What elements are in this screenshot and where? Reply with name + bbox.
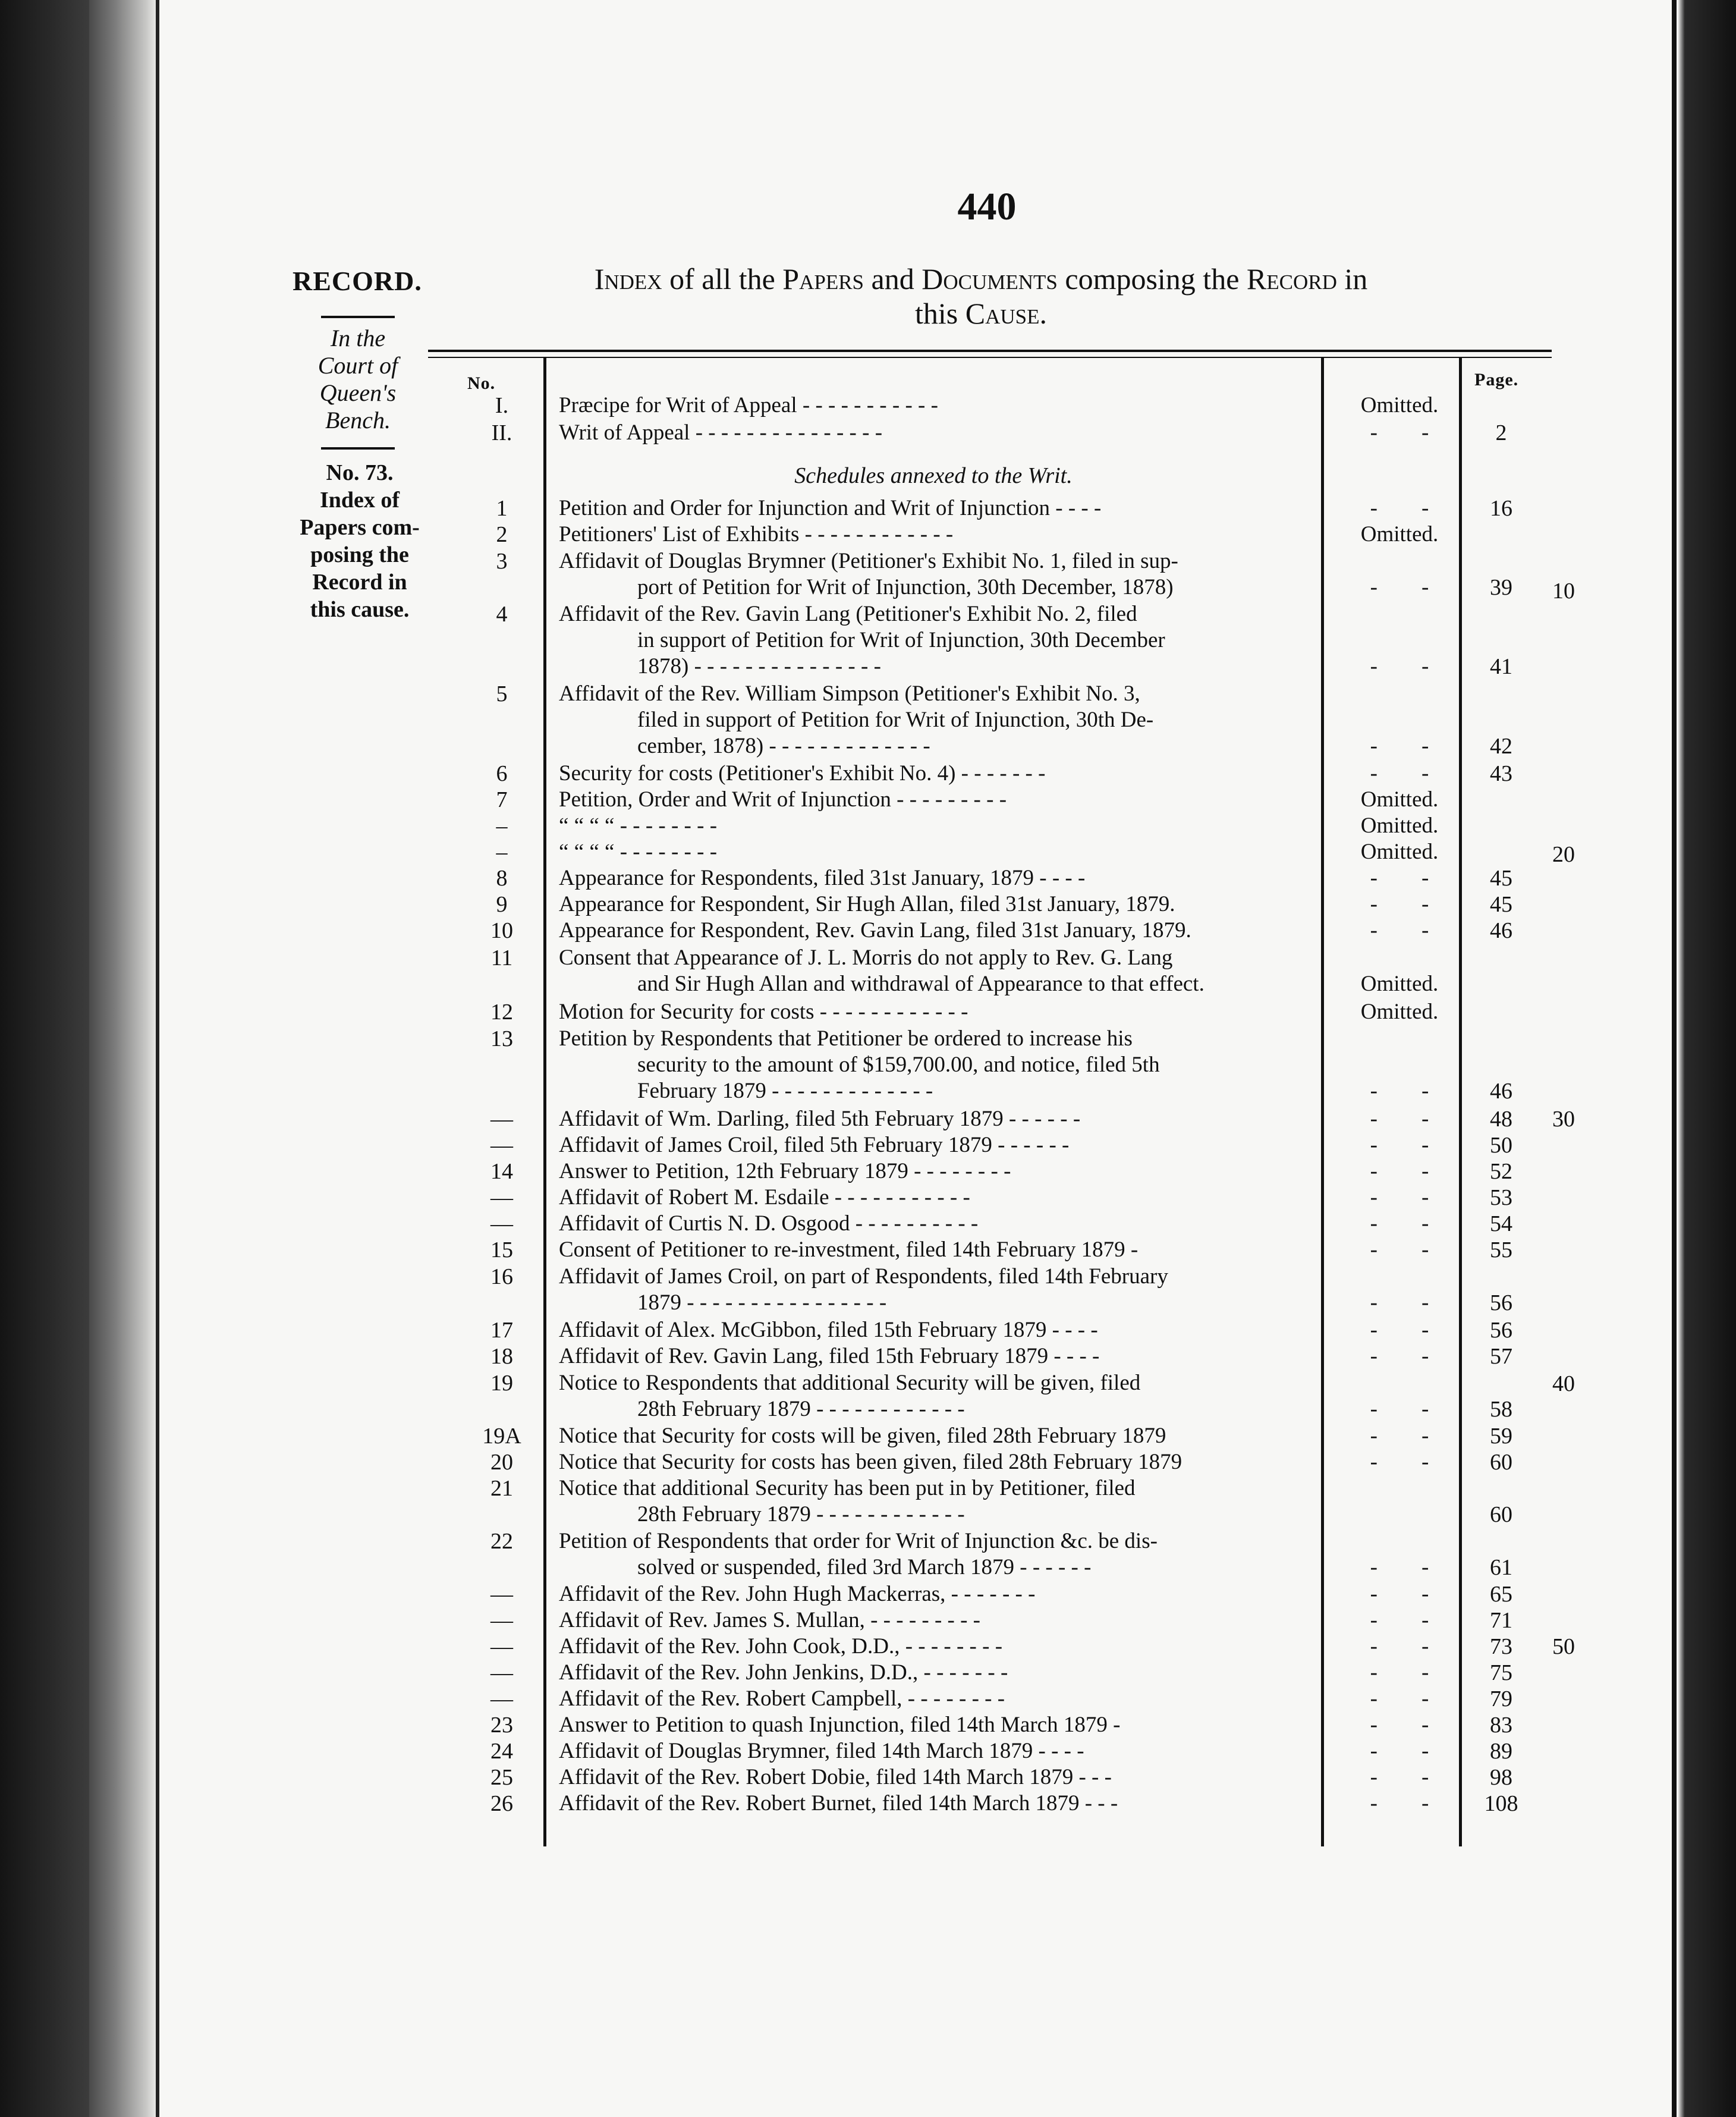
entry-status: - - [1370, 1791, 1429, 1816]
entry-number: — [490, 1133, 513, 1158]
title-line-2 [488, 296, 1474, 331]
entry-description-line: Petition, Order and Writ of Injunction - - - - - - - - - [559, 787, 1007, 812]
entry-status: - - [1370, 1133, 1429, 1157]
entry-status: - - [1370, 1237, 1429, 1262]
entry-description-line: Affidavit of Curtis N. D. Osgood - - - - - - - - - - [559, 1211, 979, 1236]
entry-number: — [490, 1608, 513, 1633]
entry-page-number: 89 [1490, 1739, 1512, 1764]
entry-number: 12 [490, 1000, 513, 1025]
entry-page-number: 50 [1490, 1133, 1512, 1158]
title-word: Documents [922, 262, 1058, 296]
right-margin-shadow [1678, 0, 1736, 2117]
margin-line-number: 50 [1552, 1634, 1575, 1659]
entry-page-number: 39 [1490, 575, 1512, 600]
entry-status: Omitted. [1360, 522, 1439, 546]
entry-description-line: Affidavit of Douglas Brymner (Petitioner's Exhibit No. 1, filed in sup- [559, 549, 1178, 573]
entry-page-number: 45 [1490, 892, 1512, 917]
entry-description-line: Affidavit of the Rev. Robert Campbell, - - - - - - - - [559, 1686, 1005, 1711]
entry-number: – [496, 813, 508, 838]
entry-description-line: February 1879 - - - - - - - - - - - - - [637, 1079, 933, 1103]
right-page-edge-line [1672, 0, 1677, 2117]
title-line-1 [488, 262, 1474, 296]
entry-status: - - [1370, 761, 1429, 786]
entry-status: - - [1370, 1450, 1429, 1474]
entry-description-line: Notice that Security for costs will be given, filed 28th February 1879 [559, 1424, 1166, 1448]
entry-status: - - [1370, 1107, 1429, 1131]
entry-number: 8 [496, 866, 508, 891]
entry-description-line: Affidavit of Robert M. Esdaile - - - - - - - - - - - [559, 1185, 970, 1210]
court-line: Court of [317, 352, 398, 379]
entry-number: 4 [496, 602, 508, 627]
entry-description-line: Appearance for Respondent, Rev. Gavin Lang, filed 31st January, 1879. [559, 918, 1191, 943]
title-word: Cause [965, 297, 1040, 330]
entry-page-number: 57 [1490, 1344, 1512, 1369]
title-word: this [915, 297, 966, 330]
header-rule-thin [428, 357, 1552, 358]
entry-number: 6 [496, 761, 508, 786]
entry-status: - - [1370, 1397, 1429, 1421]
entry-page-number: 54 [1490, 1211, 1512, 1236]
entry-page-number: 58 [1490, 1397, 1512, 1422]
header-rule-thick [428, 350, 1552, 352]
court-rule-top [321, 316, 395, 318]
entry-description-line: Motion for Security for costs - - - - - - - - - - - - [559, 1000, 968, 1024]
entry-number: 19A [482, 1424, 521, 1449]
margin-line-number: 30 [1552, 1107, 1575, 1132]
entry-description-line: Affidavit of the Rev. William Simpson (Petitioner's Exhibit No. 3, [559, 681, 1140, 706]
court-line: In the [330, 325, 386, 351]
column-divider-2 [1321, 357, 1324, 1846]
entry-page-number: 73 [1490, 1634, 1512, 1659]
entry-number: 15 [490, 1237, 513, 1262]
entry-status: - - [1370, 1739, 1429, 1763]
entry-description-line: Affidavit of the Rev. John Cook, D.D., - - - - - - - - [559, 1634, 1003, 1659]
entry-status: - - [1370, 918, 1429, 943]
entry-status: - - [1370, 1290, 1429, 1315]
entry-description-line: Affidavit of the Rev. Robert Dobie, filed 14th March 1879 - - - [559, 1765, 1112, 1789]
entry-number: 13 [490, 1026, 513, 1051]
entry-number: 23 [490, 1713, 513, 1738]
entry-status: Omitted. [1360, 1000, 1439, 1024]
entry-description-line: cember, 1878) - - - - - - - - - - - - - [637, 734, 930, 758]
entry-description-line: Writ of Appeal - - - - - - - - - - - - - - - [559, 420, 883, 445]
entry-number: — [490, 1107, 513, 1132]
entry-status: Omitted. [1360, 813, 1439, 838]
entry-description-line: Affidavit of James Croil, filed 5th February 1879 - - - - - - [559, 1133, 1070, 1157]
entry-page-number: 2 [1495, 420, 1507, 445]
entry-status: - - [1370, 866, 1429, 890]
title-word: Record [1246, 262, 1337, 296]
entry-page-number: 55 [1490, 1237, 1512, 1262]
entry-page-number: 56 [1490, 1318, 1512, 1343]
title-word: in [1336, 262, 1368, 296]
entry-description-line: “ “ “ “ - - - - - - - - [559, 840, 718, 864]
entry-page-number: 45 [1490, 866, 1512, 891]
margin-line-number: 40 [1552, 1371, 1575, 1396]
entry-description-line: Affidavit of Douglas Brymner, filed 14th March 1879 - - - - [559, 1739, 1084, 1763]
entry-status: - - [1370, 1686, 1429, 1711]
entry-description-line: “ “ “ “ - - - - - - - - [559, 813, 718, 838]
entry-number: 19 [490, 1371, 513, 1396]
entry-description-line: Petition and Order for Injunction and Writ of Injunction - - - - [559, 496, 1102, 520]
entry-status: - - [1370, 1713, 1429, 1737]
entry-status: - - [1370, 1634, 1429, 1659]
entry-status: - - [1370, 1660, 1429, 1685]
entry-description-line: Petitioners' List of Exhibits - - - - - - - - - - - - [559, 522, 954, 546]
margin-line-number: 10 [1552, 579, 1575, 604]
entry-description-line: in support of Petition for Writ of Injunction, 30th December [637, 628, 1165, 652]
entry-number: II. [491, 420, 512, 445]
entry-number: — [490, 1634, 513, 1659]
entry-page-number: 48 [1490, 1107, 1512, 1132]
entry-number: — [490, 1185, 513, 1210]
entry-description-line: Notice that Security for costs has been given, filed 28th February 1879 [559, 1450, 1183, 1474]
title-word: . [1039, 297, 1047, 330]
entry-status: - - [1370, 1608, 1429, 1632]
entry-description-line: Affidavit of the Rev. John Hugh Mackerras, - - - - - - - [559, 1582, 1036, 1606]
entry-page-number: 53 [1490, 1185, 1512, 1210]
title-word: Papers [782, 262, 864, 296]
entry-number: 26 [490, 1791, 513, 1816]
entry-description-line: 28th February 1879 - - - - - - - - - - - - [637, 1397, 965, 1421]
entry-description-line: Affidavit of the Rev. Robert Burnet, filed 14th March 1879 - - - [559, 1791, 1118, 1816]
court-line: Bench. [325, 407, 391, 434]
entry-page-number: 75 [1490, 1660, 1512, 1685]
column-header-no: No. [467, 373, 496, 393]
page-number: 440 [957, 185, 1017, 228]
entry-description-line: 28th February 1879 - - - - - - - - - - - - [637, 1502, 965, 1526]
entry-description-line: port of Petition for Writ of Injunction, 30th December, 1878) [637, 575, 1174, 599]
page-title [488, 262, 1474, 331]
entry-status: Omitted. [1360, 972, 1439, 996]
entry-number: 5 [496, 681, 508, 706]
entry-number: 20 [490, 1450, 513, 1475]
entry-number: 14 [490, 1159, 513, 1184]
entry-status: - - [1370, 496, 1429, 520]
title-word: of all the [662, 262, 783, 296]
entry-description-line: and Sir Hugh Allan and withdrawal of Appearance to that effect. [637, 972, 1204, 996]
entry-number: 3 [496, 549, 508, 574]
title-word: Index [594, 262, 662, 296]
entry-description-line: Affidavit of Alex. McGibbon, filed 15th February 1879 - - - - [559, 1318, 1098, 1342]
entry-status: Omitted. [1360, 787, 1439, 812]
entry-description-line: Consent that Appearance of J. L. Morris do not apply to Rev. G. Lang [559, 946, 1173, 970]
entry-status: Omitted. [1360, 393, 1439, 417]
entry-number: 7 [496, 787, 508, 812]
entry-number: — [490, 1582, 513, 1607]
entry-status: - - [1370, 1318, 1429, 1342]
side-note-line: this cause. [310, 597, 410, 622]
book-binding-edge [89, 0, 161, 2117]
entry-description-line: Affidavit of Rev. Gavin Lang, filed 15th February 1879 - - - - [559, 1344, 1100, 1368]
entry-page-number: 46 [1490, 1079, 1512, 1104]
entry-number: — [490, 1211, 513, 1236]
entry-description-line: Petition by Respondents that Petitioner be ordered to increase his [559, 1026, 1133, 1051]
entry-status: - - [1370, 575, 1429, 599]
entry-status: - - [1370, 1582, 1429, 1606]
entry-page-number: 46 [1490, 918, 1512, 943]
entry-status: - - [1370, 654, 1429, 679]
column-header-page: Page. [1474, 370, 1519, 390]
entry-description-line: Petition of Respondents that order for Writ of Injunction &c. be dis- [559, 1529, 1158, 1553]
side-note-line: Record in [312, 570, 407, 595]
entry-description-line: security to the amount of $159,700.00, and notice, filed 5th [637, 1053, 1160, 1077]
entry-status: Omitted. [1360, 840, 1439, 864]
entry-number: 21 [490, 1476, 513, 1501]
entry-status: - - [1370, 420, 1429, 445]
entry-description-line: Notice that additional Security has been put in by Petitioner, filed [559, 1476, 1136, 1500]
entry-page-number: 43 [1490, 761, 1512, 786]
entry-page-number: 52 [1490, 1159, 1512, 1184]
entry-description-line: Appearance for Respondent, Sir Hugh Allan, filed 31st January, 1879. [559, 892, 1175, 916]
entry-page-number: 71 [1490, 1608, 1512, 1633]
record-label: RECORD. [293, 266, 422, 296]
entry-status: - - [1370, 1765, 1429, 1789]
entry-number: 17 [490, 1318, 513, 1343]
entry-description-line: Security for costs (Petitioner's Exhibit No. 4) - - - - - - - [559, 761, 1046, 786]
entry-description-line: solved or suspended, filed 3rd March 1879 - - - - - - [637, 1555, 1092, 1579]
entry-status: - - [1370, 1079, 1429, 1103]
court-rule-bottom [321, 447, 395, 450]
side-note-line: posing the [310, 542, 409, 567]
entry-number: 22 [490, 1529, 513, 1554]
entry-description-line: Answer to Petition to quash Injunction, filed 14th March 1879 - [559, 1713, 1121, 1737]
entry-page-number: 41 [1490, 654, 1512, 679]
entry-number: 1 [496, 496, 508, 521]
title-word: and [864, 262, 922, 296]
entry-description-line: Præcipe for Writ of Appeal - - - - - - - - - - - [559, 393, 938, 417]
entry-number: – [496, 840, 508, 865]
court-designation [293, 325, 423, 434]
entry-description-line: 1879 - - - - - - - - - - - - - - - - [637, 1290, 887, 1315]
page-edge-line [156, 0, 159, 2117]
schedule-heading: Schedules annexed to the Writ. [794, 463, 1073, 488]
entry-number: — [490, 1686, 513, 1711]
entry-page-number: 42 [1490, 734, 1512, 759]
entry-description-line: Consent of Petitioner to re-investment, filed 14th February 1879 - [559, 1237, 1139, 1262]
entry-page-number: 16 [1490, 496, 1512, 521]
entry-number: I. [495, 393, 509, 418]
entry-status: - - [1370, 1211, 1429, 1236]
entry-description-line: Affidavit of James Croil, on part of Respondents, filed 14th February [559, 1264, 1168, 1289]
entry-description-line: Answer to Petition, 12th February 1879 - - - - - - - - [559, 1159, 1011, 1183]
entry-page-number: 83 [1490, 1713, 1512, 1738]
entry-page-number: 56 [1490, 1290, 1512, 1315]
entry-page-number: 61 [1490, 1555, 1512, 1580]
entry-page-number: 79 [1490, 1686, 1512, 1711]
side-note-line: Papers com- [300, 515, 420, 540]
entry-page-number: 59 [1490, 1424, 1512, 1449]
entry-status: - - [1370, 1185, 1429, 1210]
entry-page-number: 60 [1490, 1450, 1512, 1475]
entry-number: — [490, 1660, 513, 1685]
entry-page-number: 60 [1490, 1502, 1512, 1527]
side-note-line: Index of [319, 488, 400, 513]
entry-page-number: 65 [1490, 1582, 1512, 1607]
entry-number: 18 [490, 1344, 513, 1369]
side-note [285, 459, 434, 623]
entry-page-number: 98 [1490, 1765, 1512, 1790]
entry-number: 24 [490, 1739, 513, 1764]
title-word: composing the [1057, 262, 1247, 296]
entry-description-line: Affidavit of the Rev. Gavin Lang (Petitioner's Exhibit No. 2, filed [559, 602, 1137, 626]
entry-number: 9 [496, 892, 508, 917]
entry-description-line: filed in support of Petition for Writ of Injunction, 30th De- [637, 708, 1154, 732]
entry-description-line: Affidavit of Rev. James S. Mullan, - - - - - - - - - [559, 1608, 980, 1632]
entry-number: 16 [490, 1264, 513, 1289]
entry-description-line: 1878) - - - - - - - - - - - - - - - [637, 654, 881, 679]
court-line: Queen's [319, 379, 397, 406]
entry-page-number: 108 [1484, 1791, 1518, 1816]
entry-description-line: Appearance for Respondents, filed 31st January, 1879 - - - - [559, 866, 1086, 890]
margin-line-number: 20 [1552, 842, 1575, 867]
entry-status: - - [1370, 1424, 1429, 1448]
entry-description-line: Affidavit of Wm. Darling, filed 5th February 1879 - - - - - - [559, 1107, 1081, 1131]
entry-status: - - [1370, 1555, 1429, 1579]
book-binding-shadow [0, 0, 89, 2117]
entry-number: 10 [490, 918, 513, 943]
entry-description-line: Affidavit of the Rev. John Jenkins, D.D., - - - - - - - [559, 1660, 1008, 1685]
entry-status: - - [1370, 1159, 1429, 1183]
entry-status: - - [1370, 892, 1429, 916]
entry-number: 11 [490, 946, 513, 970]
entry-description-line: Notice to Respondents that additional Security will be given, filed [559, 1371, 1141, 1395]
entry-number: 2 [496, 522, 508, 547]
entry-status: - - [1370, 1344, 1429, 1368]
entry-number: 25 [490, 1765, 513, 1790]
entry-status: - - [1370, 734, 1429, 758]
side-note-line: No. 73. [326, 460, 394, 485]
